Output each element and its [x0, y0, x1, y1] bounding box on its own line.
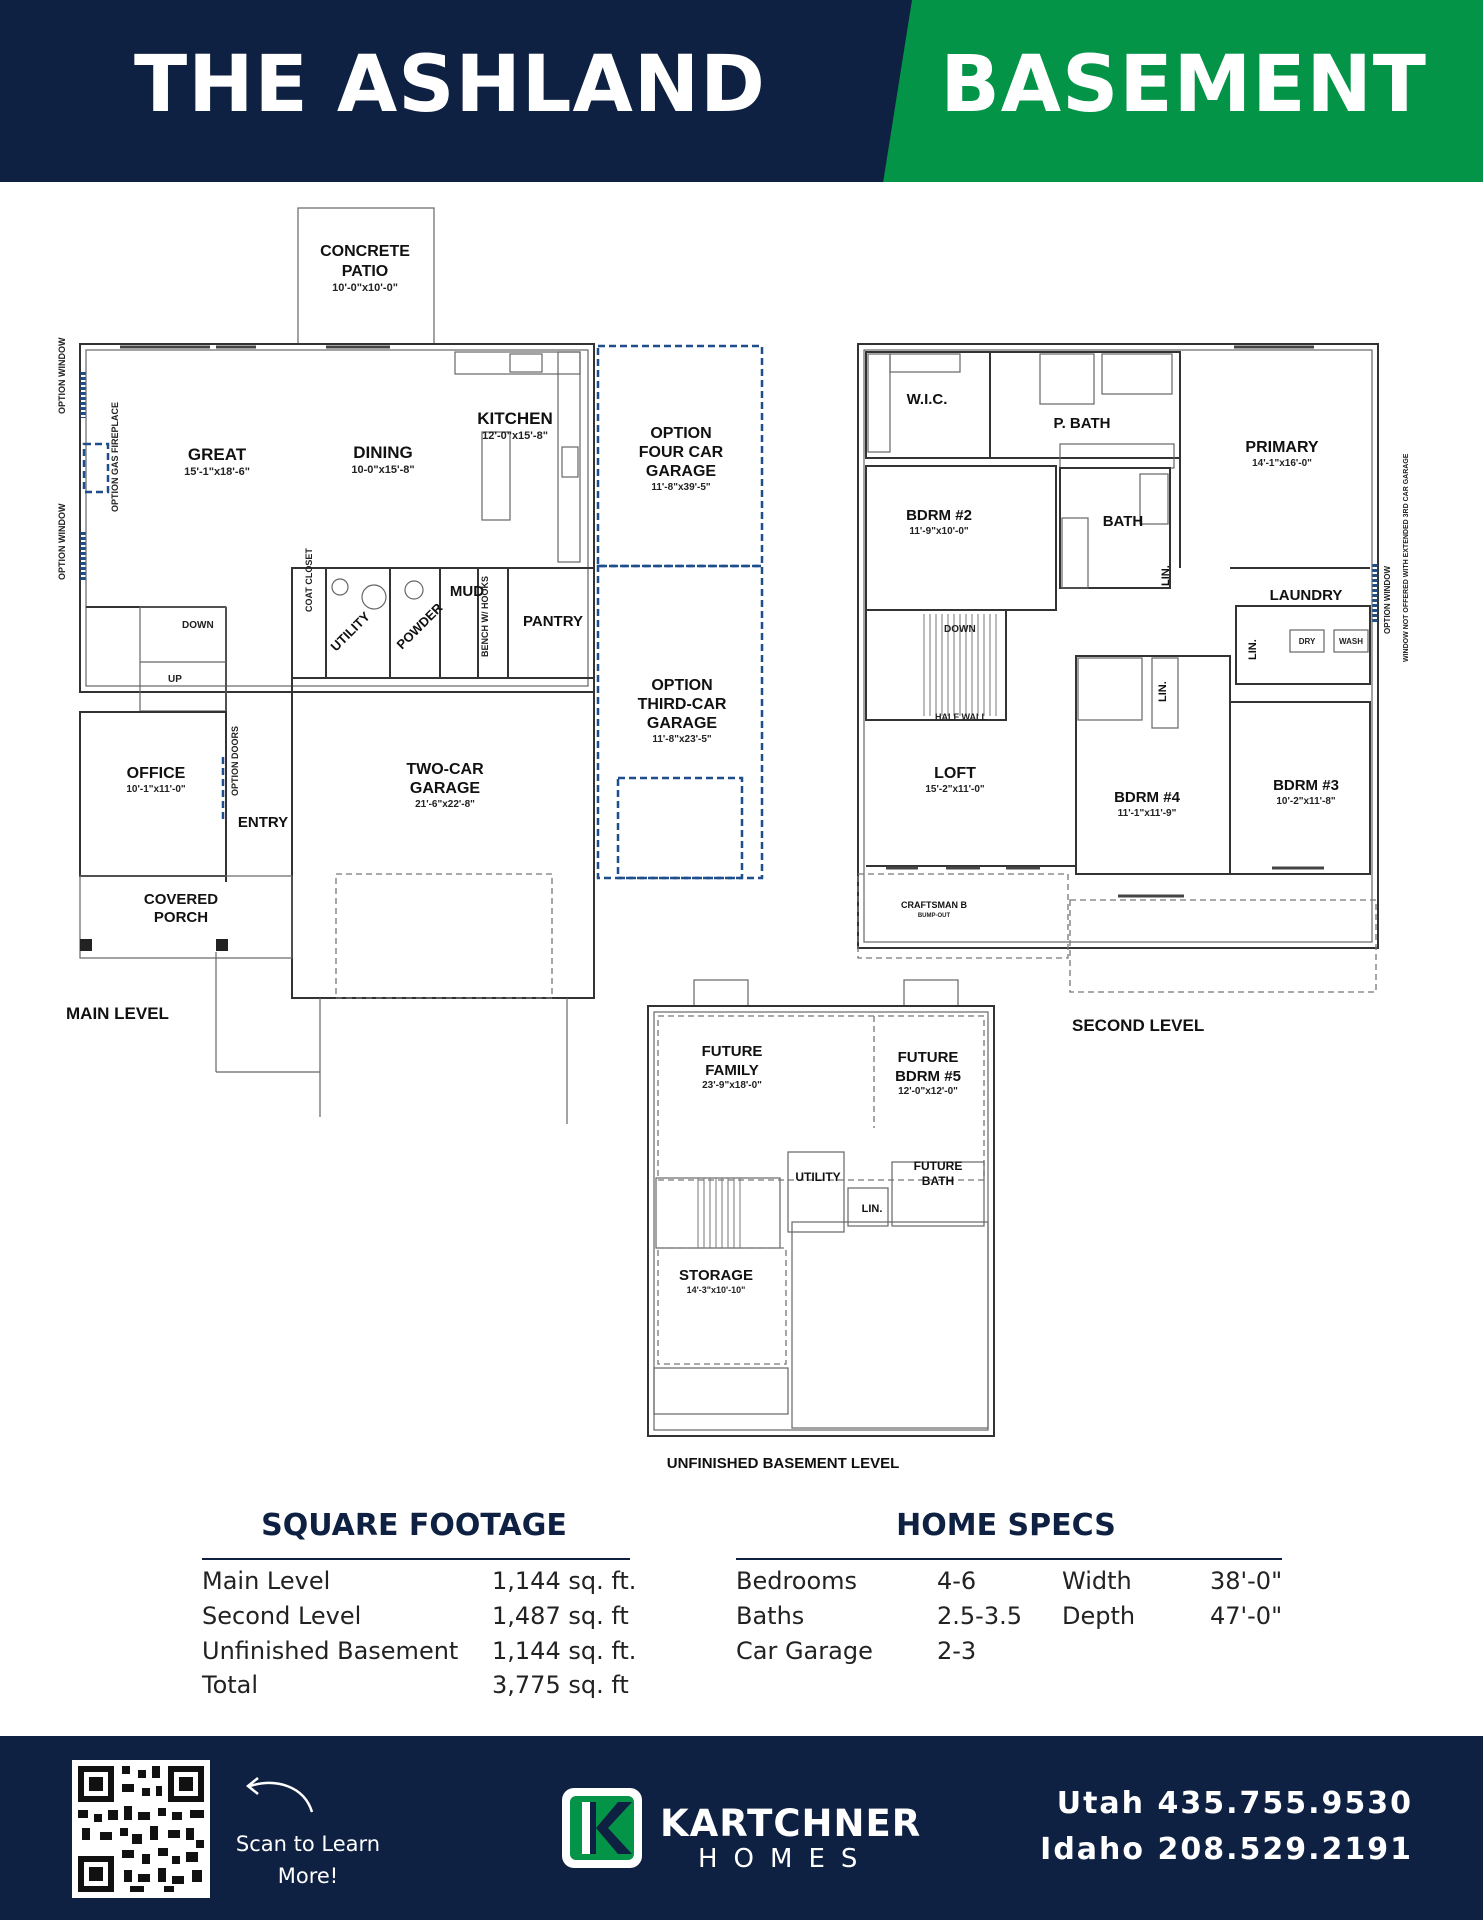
label-porch: COVERED PORCH — [143, 891, 219, 926]
dim-four-car-garage: 11'-8"x39'-5" — [651, 482, 711, 493]
sqft-row-value: 3,775 sq. ft — [492, 1671, 629, 1699]
label-lin-3: LIN. — [1157, 681, 1169, 702]
label-future-bath: FUTURE BATH — [913, 1159, 963, 1188]
dim-office: 10'-1"x11'-0" — [126, 784, 186, 795]
label-option-window-2: OPTION WINDOW — [57, 503, 67, 580]
header-banner — [0, 0, 1483, 182]
dim-third-car-garage: 11'-8"x23'-5" — [652, 734, 712, 745]
dim-great: 15'-1"x18'-6" — [184, 466, 250, 478]
label-dining: DINING — [353, 443, 413, 462]
label-lin-basement: LIN. — [861, 1203, 883, 1215]
label-storage: STORAGE — [679, 1267, 753, 1284]
qr-code-icon[interactable] — [72, 1760, 210, 1898]
label-bdrm2: BDRM #2 — [906, 507, 972, 524]
label-powder: POWDER — [393, 600, 446, 653]
curved-arrow-icon — [240, 1772, 320, 1816]
spec-row-label: Bedrooms — [736, 1567, 858, 1595]
spec-row-value: 4-6 — [937, 1567, 977, 1595]
spec-row-value: 2.5-3.5 — [937, 1602, 1022, 1630]
label-laundry: LAUNDRY — [1269, 587, 1343, 604]
label-loft: LOFT — [934, 765, 976, 782]
plan-title: THE ASHLAND — [134, 40, 766, 130]
spec-row-label-2: Width — [1062, 1567, 1132, 1595]
label-mud: MUD — [449, 583, 485, 600]
label-third-car-garage: OPTION THIRD-CAR GARAGE — [637, 677, 727, 732]
label-four-car-garage: OPTION FOUR CAR GARAGE — [638, 425, 724, 480]
sqft-row-label: Second Level — [202, 1602, 362, 1630]
label-half-wall: HALF WALL — [935, 712, 987, 722]
label-bdrm3: BDRM #3 — [1273, 777, 1339, 794]
label-bdrm4: BDRM #4 — [1114, 789, 1180, 806]
spec-row-label: Car Garage — [736, 1637, 873, 1665]
label-bumpout: BUMP-OUT — [917, 913, 951, 919]
label-utility-main: UTILITY — [327, 608, 373, 655]
plan-subtitle: BASEMENT — [940, 40, 1427, 130]
two-car-garage-outline — [292, 678, 594, 998]
label-entry: ENTRY — [237, 814, 289, 831]
label-pantry: PANTRY — [523, 613, 583, 630]
label-office: OFFICE — [126, 765, 186, 782]
square-footage-rule — [202, 1558, 630, 1560]
label-great: GREAT — [187, 445, 247, 464]
phone-utah[interactable]: Utah 435.755.9530 — [1056, 1786, 1413, 1821]
dim-bdrm2: 11'-9"x10'-0" — [909, 526, 969, 537]
label-stairs-down-2nd: DOWN — [944, 624, 976, 635]
square-footage-title: SQUARE FOOTAGE — [261, 1508, 567, 1543]
sqft-row-value: 1,144 sq. ft. — [492, 1567, 637, 1595]
dim-patio: 10'-0"x10'-0" — [332, 282, 398, 294]
dim-loft: 15'-2"x11'-0" — [925, 784, 985, 795]
label-pbath: P. BATH — [1053, 415, 1111, 432]
brand-name: KARTCHNER — [660, 1802, 922, 1845]
dim-future-family: 23'-9"x18'-0" — [702, 1080, 762, 1091]
floor-plans — [0, 182, 1483, 1482]
home-specs-rule — [736, 1558, 1282, 1560]
sqft-row-label: Main Level — [202, 1567, 331, 1595]
label-second-level: SECOND LEVEL — [1072, 1016, 1205, 1035]
phone-idaho[interactable]: Idaho 208.529.2191 — [1040, 1832, 1413, 1867]
spec-row-label-2: Depth — [1062, 1602, 1136, 1630]
label-future-bdrm5: FUTURE BDRM #5 — [895, 1049, 961, 1085]
label-craftsman: CRAFTSMAN B — [901, 900, 967, 910]
dim-kitchen: 12'-0"x15'-8" — [482, 430, 548, 442]
label-bath: BATH — [1102, 513, 1144, 530]
sqft-row-value: 1,487 sq. ft — [492, 1602, 629, 1630]
dim-dining: 10-0"x15'-8" — [351, 464, 415, 476]
footer-banner — [0, 1736, 1483, 1920]
label-option-fireplace: OPTION GAS FIREPLACE — [110, 401, 120, 512]
label-option-window-2nd: OPTION WINDOW — [1383, 566, 1392, 634]
label-basement-level: UNFINISHED BASEMENT LEVEL — [666, 1455, 900, 1472]
dim-future-bdrm5: 12'-0"x12'-0" — [898, 1086, 958, 1097]
label-lin-1: LIN. — [1160, 565, 1172, 586]
spec-row-label: Baths — [736, 1602, 805, 1630]
dim-primary: 14'-1"x16'-0" — [1252, 458, 1312, 469]
home-specs-title: HOME SPECS — [896, 1508, 1116, 1543]
label-option-window-1: OPTION WINDOW — [57, 337, 67, 414]
label-lin-2: LIN. — [1247, 639, 1259, 660]
label-stairs-down: DOWN — [182, 620, 214, 631]
label-window-note: WINDOW NOT OFFERED WITH EXTENDED 3RD CAR GARAGE — [1403, 453, 1410, 662]
label-coat-closet: COAT CLOSET — [304, 548, 314, 612]
brand-subtitle: HOMES — [698, 1844, 874, 1874]
sqft-row-label: Total — [202, 1671, 259, 1699]
scan-text: Scan to Learn More! — [235, 1832, 381, 1888]
dim-two-car-garage: 21'-6"x22'-8" — [415, 799, 475, 810]
label-utility-basement: UTILITY — [795, 1170, 841, 1184]
label-patio: CONCRETE PATIO — [320, 243, 410, 280]
kartchner-logo-icon — [560, 1786, 644, 1870]
label-dry: DRY — [1298, 637, 1316, 646]
dim-bdrm4: 11'-1"x11'-9" — [1117, 808, 1177, 819]
label-bench: BENCH W/ HOOKS — [480, 576, 490, 657]
label-option-doors: OPTION DOORS — [230, 725, 240, 796]
sqft-row-label: Unfinished Basement — [202, 1637, 459, 1665]
spec-row-value-2: 47'-0" — [1210, 1602, 1283, 1630]
spec-row-value-2: 38'-0" — [1210, 1567, 1283, 1595]
label-main-level: MAIN LEVEL — [66, 1004, 169, 1023]
label-stairs-up: UP — [168, 674, 182, 685]
main-level-plan — [80, 208, 762, 1124]
spec-row-value: 2-3 — [937, 1637, 977, 1665]
label-wic: W.I.C. — [906, 391, 948, 408]
label-two-car-garage: TWO-CAR GARAGE — [406, 761, 484, 797]
label-future-family: FUTURE FAMILY — [701, 1043, 763, 1079]
label-kitchen: KITCHEN — [477, 409, 553, 428]
dim-storage: 14'-3"x10'-10" — [686, 1285, 746, 1295]
label-wash: WASH — [1339, 637, 1363, 646]
sqft-row-value: 1,144 sq. ft. — [492, 1637, 637, 1665]
floor-plan-drawing — [0, 182, 1483, 1482]
dim-bdrm3: 10'-2"x11'-8" — [1276, 796, 1336, 807]
label-primary: PRIMARY — [1245, 439, 1319, 456]
